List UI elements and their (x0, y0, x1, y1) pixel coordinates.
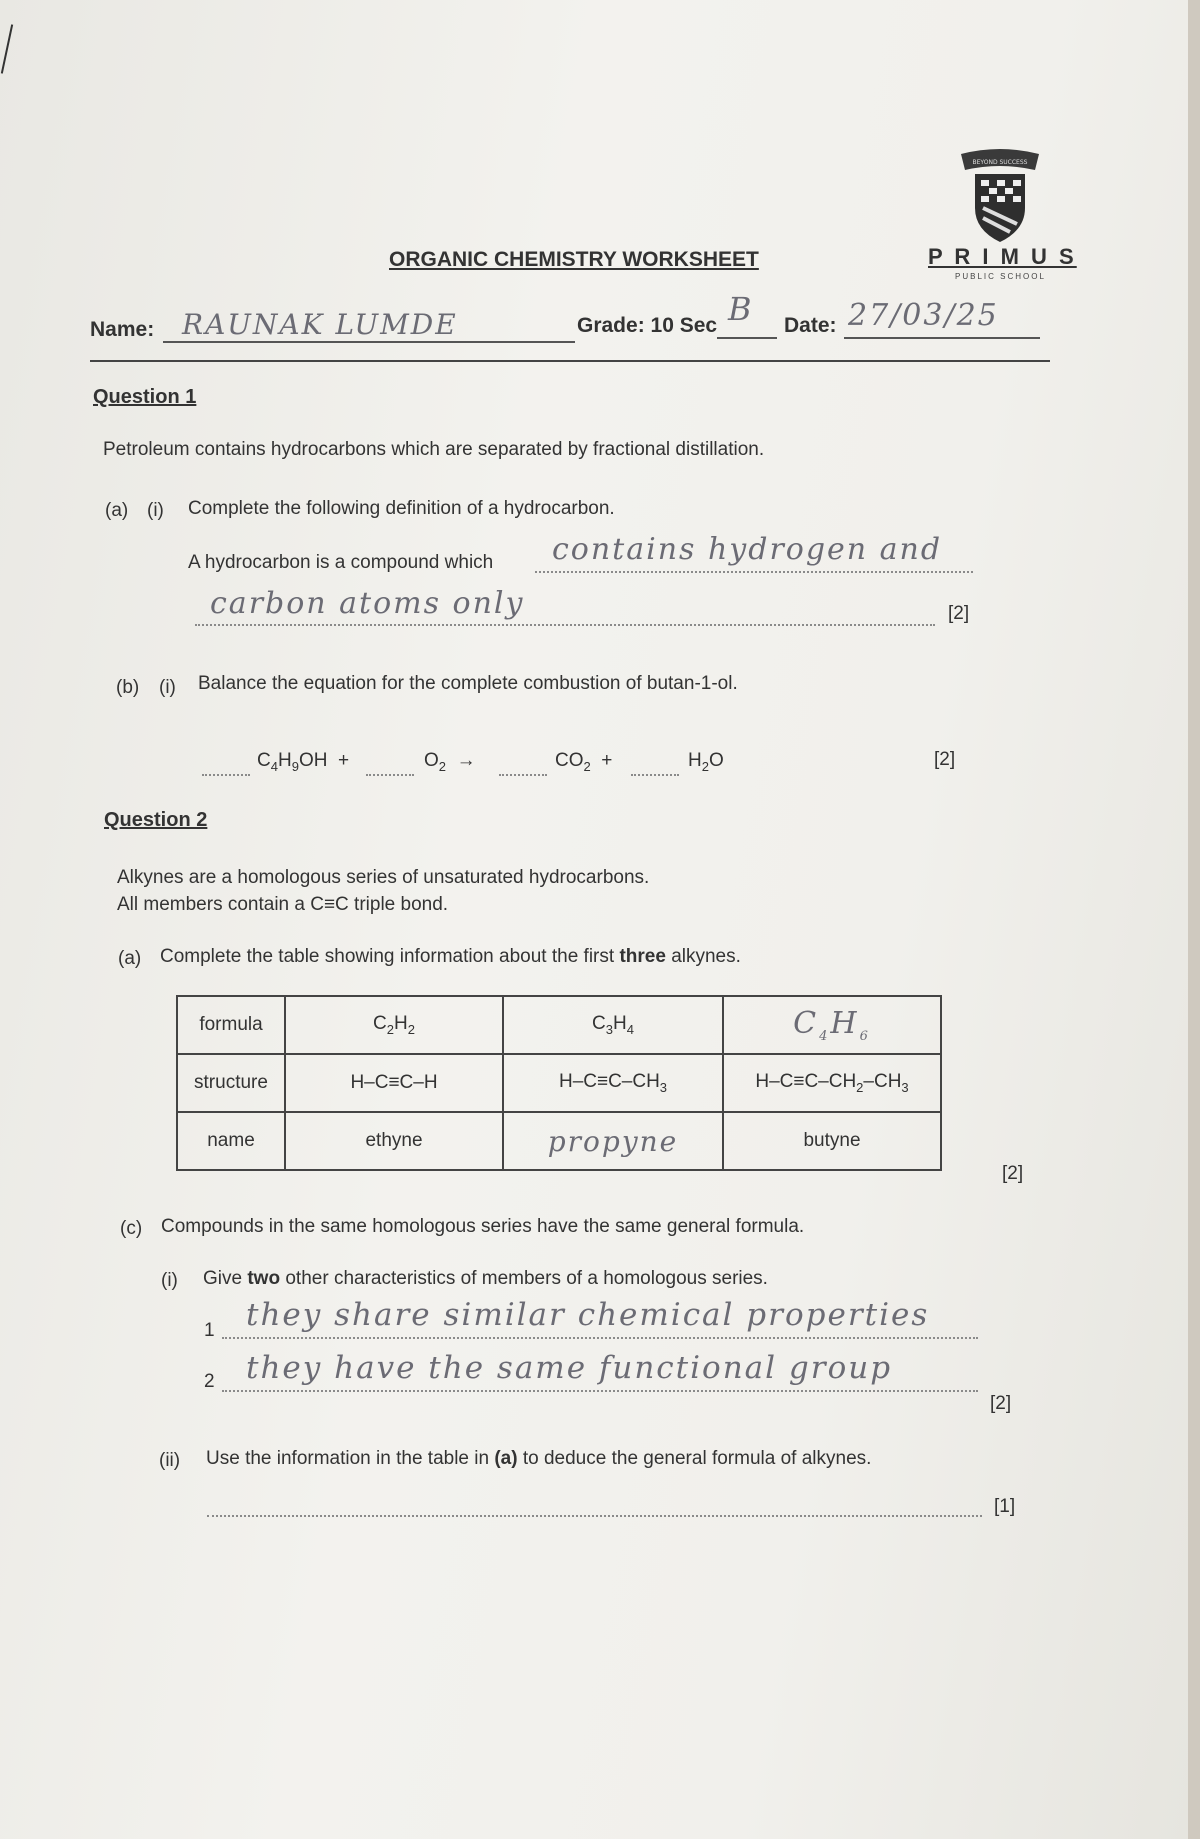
table-row (177, 1054, 941, 1112)
q1-intro: Petroleum contains hydrocarbons which are separated by fractional distillation. (103, 439, 765, 460)
q2-a-text-2: alkynes. (671, 946, 741, 967)
c-i-marks: [2] (990, 1393, 1012, 1414)
formula-butyne: $C_4H_6$ (723, 996, 941, 1054)
q2-c-ii-label: (ii) (159, 1450, 181, 1471)
q2-intro-2: All members contain a C≡C triple bond. (117, 894, 449, 915)
answer-line-general-formula (207, 1515, 982, 1517)
name-propyne-answer: propyne (547, 1124, 679, 1158)
q2-c-i-text-1: Give (203, 1268, 243, 1289)
q2-c-i-text (203, 1268, 768, 1290)
name-butyne: butyne (723, 1112, 941, 1170)
q2-c-i-text-bold: two (247, 1268, 281, 1289)
c-i-answer-1: they share similar chemical properties (246, 1297, 930, 1333)
q2-c-ii-text (206, 1448, 871, 1470)
answer-line-2 (222, 1390, 978, 1392)
q1-answer-1: contains hydrogen and (552, 532, 943, 567)
name-label: Name: (90, 318, 155, 341)
q2-a-text-bold: three (619, 946, 666, 967)
equation-oxygen: $O_2$ → (424, 750, 476, 774)
q1-answer-2: carbon atoms only (210, 586, 525, 621)
header-divider (90, 360, 1050, 362)
structure-propyne: $H-C\equiv C-CH_3$ (503, 1054, 723, 1112)
table-row (177, 1112, 941, 1170)
q1-answer-line-2 (195, 624, 935, 626)
answer-number-2: 2 (204, 1371, 215, 1392)
question-2-heading: Question 2 (104, 809, 208, 831)
coefficient-blank (202, 774, 250, 776)
grade-label: Grade: 10 Sec (577, 314, 718, 337)
q1-b-i-text: Balance the equation for the complete combustion of butan-1-ol. (198, 673, 738, 694)
q1-b-marks: [2] (934, 749, 956, 770)
equation-butanol: $C_4H_9OH$ + (257, 750, 350, 774)
formula-ethyne: $C_2H_2$ (285, 996, 503, 1054)
table-marks: [2] (1002, 1163, 1024, 1184)
name-ethyne: ethyne (285, 1112, 503, 1170)
name-answer: RAUNAK LUMDE (182, 308, 458, 341)
c-ii-marks: [1] (994, 1496, 1016, 1517)
equation-co2: $CO_2$ + (555, 750, 613, 774)
school-subtitle: PUBLIC SCHOOL (955, 272, 1046, 281)
q2-intro-1: Alkynes are a homologous series of unsaturated hydrocarbons. (117, 867, 650, 888)
q2-a-label: (a) (118, 948, 142, 969)
q2-a-text (160, 946, 741, 968)
q2-c-ii-text-bold: (a) (494, 1448, 518, 1469)
q1-a-marks: [2] (948, 603, 970, 624)
q2-c-ii-text-1: Use the information in the table in (206, 1448, 490, 1469)
q1-a-i-label: (i) (147, 500, 164, 521)
q2-c-i-label: (i) (161, 1270, 178, 1291)
q1-a-i-text: Complete the following definition of a hydrocarbon. (188, 498, 615, 519)
alkynes-table (176, 995, 942, 1171)
q1-b-label: (b) (116, 677, 140, 698)
row-label-formula: formula (177, 996, 285, 1054)
formula-propyne: $C_3H_4$ (503, 996, 723, 1054)
crest-banner-text: BEYOND SUCCESS (972, 159, 1028, 166)
name-propyne (503, 1112, 723, 1170)
q1-b-i-label: (i) (159, 677, 176, 698)
q2-a-text-1: Complete the table showing information about the first (160, 946, 615, 967)
q2-c-text: Compounds in the same homologous series have the same general formula. (161, 1216, 805, 1237)
q1-a-label: (a) (105, 500, 129, 521)
name-blank (163, 341, 575, 343)
coefficient-blank (631, 774, 679, 776)
page-title: ORGANIC CHEMISTRY WORKSHEET (389, 248, 759, 271)
table-row (177, 996, 941, 1054)
c-i-answer-2: they have the same functional group (246, 1350, 893, 1386)
answer-line-1 (222, 1337, 978, 1339)
pen-mark (1, 24, 13, 73)
grade-answer: B (728, 290, 754, 328)
q2-c-label: (c) (120, 1218, 143, 1239)
coefficient-blank (499, 774, 547, 776)
q2-c-i-text-2: other characteristics of members of a homologous series. (285, 1268, 768, 1289)
date-answer: 27/03/25 (848, 298, 999, 333)
date-label: Date: (784, 314, 837, 337)
coefficient-blank (366, 774, 414, 776)
answer-number-1: 1 (204, 1320, 215, 1341)
q1-a-i-prompt: A hydrocarbon is a compound which (188, 552, 494, 573)
question-1-heading: Question 1 (93, 386, 197, 408)
school-crest-logo (955, 148, 1045, 244)
grade-blank (717, 337, 777, 339)
row-label-name: name (177, 1112, 285, 1170)
structure-ethyne: H–C≡C–H (285, 1054, 503, 1112)
date-blank (844, 337, 1040, 339)
row-label-structure: structure (177, 1054, 285, 1112)
equation-water: $H_2O$ (688, 750, 724, 774)
structure-butyne: $H-C\equiv C-CH_2-CH_3$ (723, 1054, 941, 1112)
q1-answer-line-1 (535, 571, 973, 573)
school-name: P R I M U S (928, 244, 1077, 269)
q2-c-ii-text-2: to deduce the general formula of alkynes. (522, 1448, 872, 1469)
